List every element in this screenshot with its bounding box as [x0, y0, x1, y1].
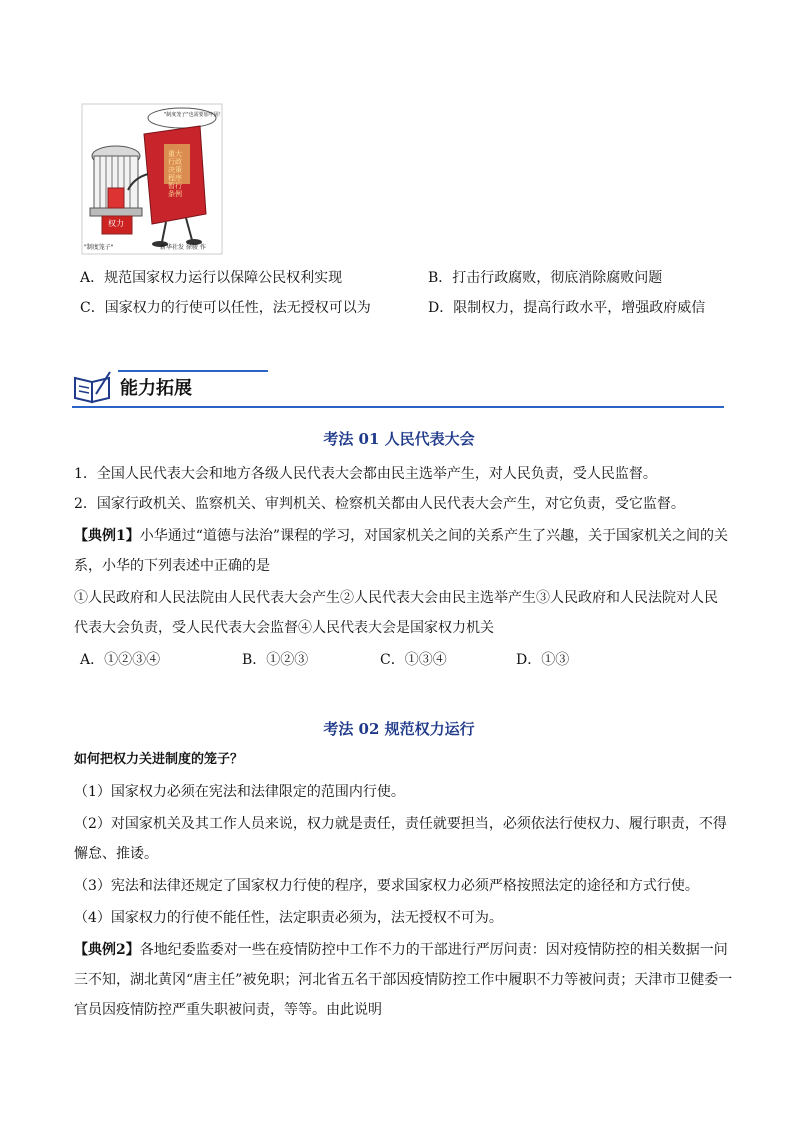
q1-option-b: B．打击行政腐败，彻底消除腐败问题 — [428, 270, 663, 286]
cartoon-bubble-text: "制度笼子"也需要加牢固！ — [164, 112, 224, 118]
kaofa1-point-2: 2．国家行政机关、监察机关、审判机关、检察机关都由人民代表大会产生，对它负责，受它监督。 — [74, 496, 685, 512]
header-bottom-rule — [72, 406, 724, 408]
example-1-label: 【典例1】 — [74, 528, 140, 544]
book-icon — [72, 370, 114, 404]
section-title: 能力拓展 — [120, 378, 192, 399]
kaofa2-example-line-2: 三不知，湖北黄冈“唐主任”被免职；河北省五名干部因疫情防控工作中履职不力等被问责；天津市卫健委一 — [74, 972, 733, 988]
q1-option-c: C．国家权力的行使可以任性，法无授权可以为 — [80, 300, 371, 316]
example-2-text: 各地纪委监委对一些在疫情防控中工作不力的干部进行严厉问责：因对疫情防控的相关数据一问 — [139, 942, 728, 958]
example-1-text: 小华通过“道德与法治”课程的学习，对国家机关之间的关系产生了兴趣，关于国家机关之间的关 — [139, 528, 729, 544]
kaofa2-question: 如何把权力关进制度的笼子？ — [74, 752, 244, 767]
kaofa2-point-4: （4）国家权力的行使不能任性，法定职责必须为，法无授权不可为。 — [74, 910, 503, 926]
cartoon-illustration — [82, 104, 222, 254]
example-1-option-a: A．①②③④ — [80, 652, 161, 668]
kaofa2-point-2-line-1: （2）对国家机关及其工作人员来说，权力就是责任，责任就要担当，必须依法行使权力、履行职责，不得 — [74, 816, 727, 832]
example-1-option-d: D．①③ — [516, 652, 570, 668]
example-2-label: 【典例2】 — [74, 942, 140, 958]
kaofa1-point-1: 1．全国人民代表大会和地方各级人民代表大会都由民主选举产生，对人民负责，受人民监督。 — [74, 466, 657, 482]
example-1-option-b: B．①②③ — [242, 652, 309, 668]
cartoon-book-text: 重大行政决策程序暂行条例 — [168, 150, 182, 198]
kaofa2-title: 考法 02 规范权力运行 — [323, 720, 475, 738]
kaofa2-example-line-3: 官员因疫情防控严重失职被问责，等等。由此说明 — [74, 1002, 382, 1018]
kaofa1-title: 考法 01 人民代表大会 — [323, 430, 475, 448]
cartoon-caption-left: "制度笼子" — [84, 244, 114, 251]
kaofa2-point-2-line-2: 懈怠、推诿。 — [74, 846, 158, 862]
cartoon-stamp-text: 权力 — [108, 219, 124, 228]
q1-option-d: D．限制权力，提高行政水平，增强政府威信 — [428, 300, 706, 316]
cartoon-caption-right: 新华社发 徐骏 作 — [160, 244, 206, 251]
kaofa1-statements-line-2: 代表大会负责，受人民代表大会监督④人民代表大会是国家权力机关 — [74, 620, 494, 636]
kaofa1-example-line-1 — [74, 526, 729, 546]
kaofa1-example-line-2: 系，小华的下列表述中正确的是 — [74, 558, 270, 574]
q1-option-a: A．规范国家权力运行以保障公民权利实现 — [80, 270, 343, 286]
section-header — [72, 368, 724, 408]
header-top-rule — [118, 370, 268, 372]
kaofa2-point-3: （3）宪法和法律还规定了国家权力行使的程序，要求国家权力必须严格按照法定的途径和方式行使。 — [74, 878, 699, 894]
example-1-option-c: C．①③④ — [380, 652, 447, 668]
kaofa2-example-line-1 — [74, 940, 728, 960]
cartoon-drawing — [82, 104, 222, 254]
kaofa2-point-1: （1）国家权力必须在宪法和法律限定的范围内行使。 — [74, 784, 405, 800]
kaofa1-statements-line-1: ①人民政府和人民法院由人民代表大会产生②人民代表大会由民主选举产生③人民政府和人民法院对人民 — [74, 590, 718, 606]
